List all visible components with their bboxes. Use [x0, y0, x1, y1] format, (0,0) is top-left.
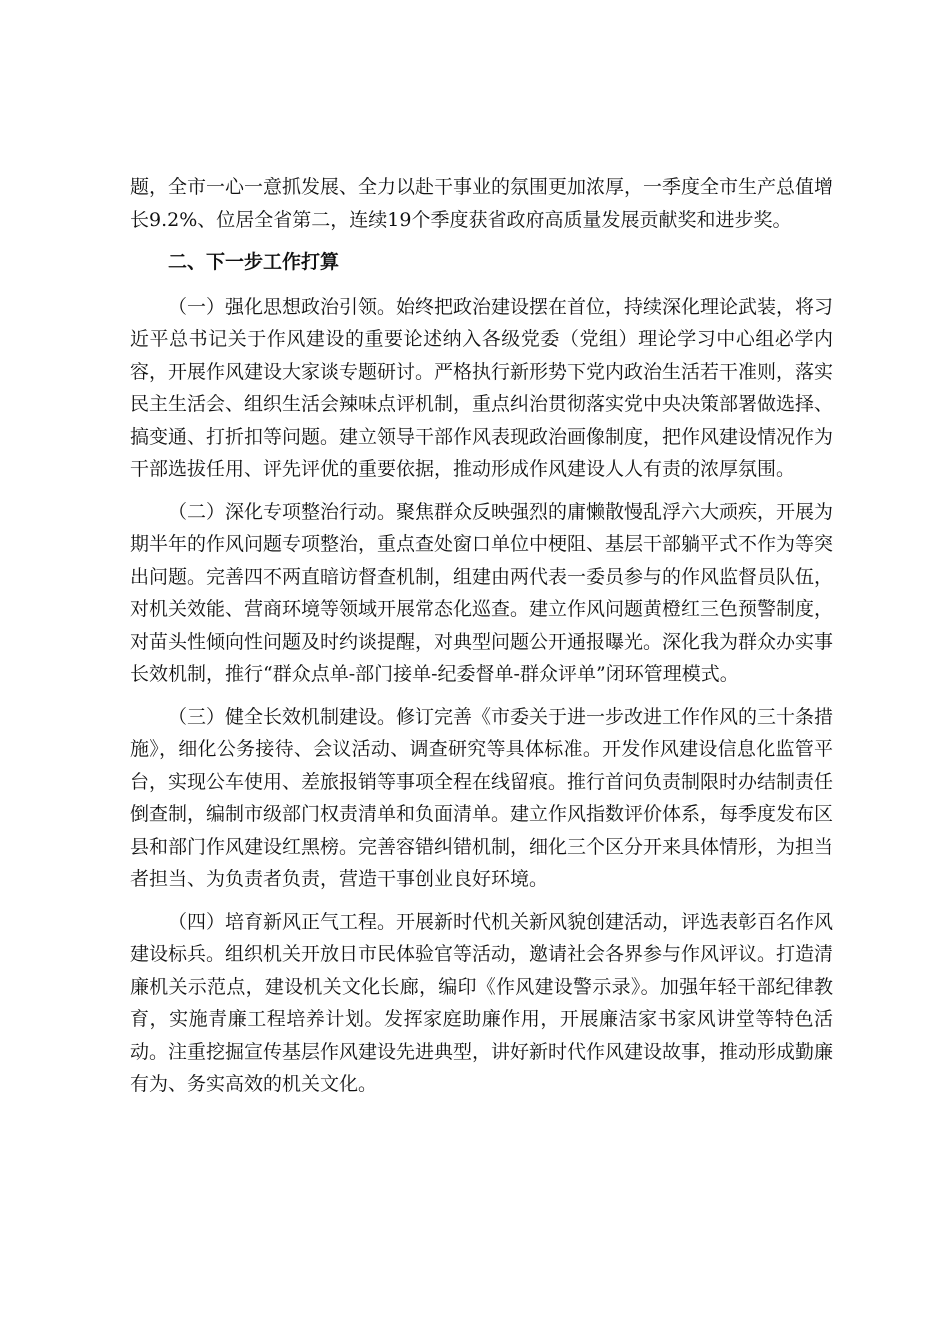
paragraph-political-guidance: （一）强化思想政治引领。始终把政治建设摆在首位，持续深化理论武装，将习近平总书记关于作风建设的重要论述纳入各级党委（党组）理论学习中心组必学内容，开展作风建设大家谈专题研讨。严格执行新形势下党内政治生活若干准则，落实民主生活会、组织生活会辣味点评机制，重点纠治贯彻落实党中央决策部署做选择、搞变通、打折扣等问题。建立领导干部作风表现政治画像制度，把作风建设情况作为干部选拔任用、评先评优的重要依据，推动形成作风建设人人有责的浓厚氛围。 [130, 295, 834, 480]
intro-paragraph: 题，全市一心一意抓发展、全力以赴干事业的氛围更加浓厚，一季度全市生产总值增长9.2%、位居全省第二，连续19个季度获省政府高质量发展贡献奖和进步奖。 [130, 176, 834, 231]
paragraph-new-culture-project: （四）培育新风正气工程。开展新时代机关新风貌创建活动，评选表彰百名作风建设标兵。组织机关开放日市民体验官等活动，邀请社会各界参与作风评议。打造清廉机关示范点，建设机关文化长廊，编印《作风建设警示录》。加强年轻干部纪律教育，实施青廉工程培养计划。发挥家庭助廉作用，开展廉洁家书家风讲堂等特色活动。注重挖掘宣传基层作风建设先进典型，讲好新时代作风建设故事，推动形成勤廉有为、务实高效的机关文化。 [130, 910, 834, 1095]
paragraph-special-rectification: （二）深化专项整治行动。聚焦群众反映强烈的庸懒散慢乱浮六大顽疾，开展为期半年的作风问题专项整治，重点查处窗口单位中梗阻、基层干部躺平式不作为等突出问题。完善四不两直暗访督查机制，组建由两代表一委员参与的作风监督员队伍，对机关效能、营商环境等领域开展常态化巡查。建立作风问题黄橙红三色预警制度，对苗头性倾向性问题及时约谈提醒，对典型问题公开通报曝光。深化我为群众办实事长效机制，推行“群众点单-部门接单-纪委督单-群众评单”闭环管理模式。 [130, 500, 834, 685]
paragraph-long-term-mechanism: （三）健全长效机制建设。修订完善《市委关于进一步改进工作作风的三十条措施》，细化公务接待、会议活动、调查研究等具体标准。开发作风建设信息化监管平台，实现公车使用、差旅报销等事项全程在线留痕。推行首问负责制限时办结制责任倒查制，编制市级部门权责清单和负面清单。建立作风指数评价体系，每季度发布区县和部门作风建设红黑榜。完善容错纠错机制，细化三个区分开来具体情形，为担当者担当、为负责者负责，营造干事创业良好环境。 [130, 705, 834, 890]
section-heading: 二、下一步工作打算 [168, 251, 340, 273]
